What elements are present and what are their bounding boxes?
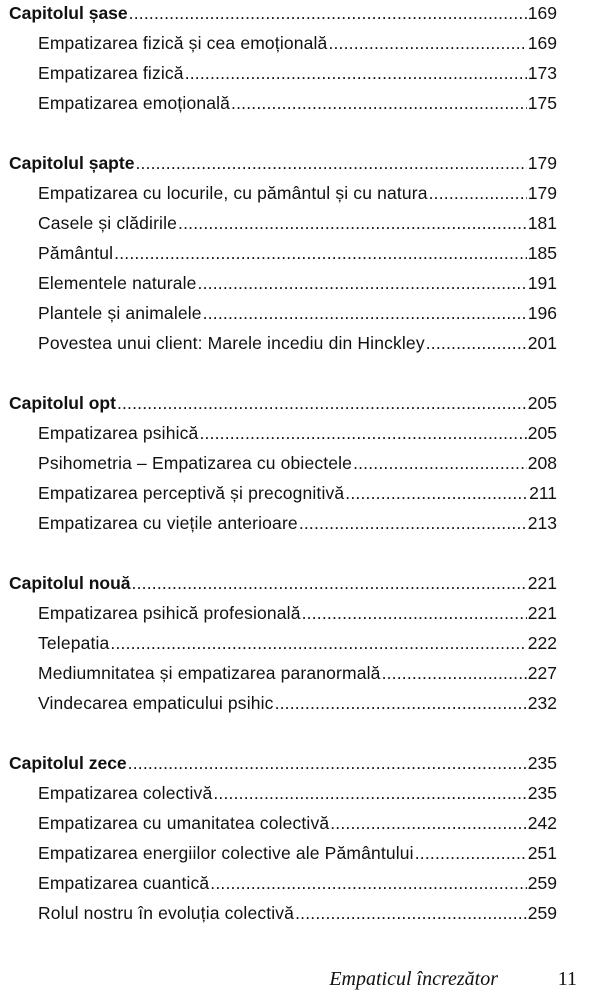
dot-leader bbox=[178, 213, 527, 234]
page-ref: 251 bbox=[527, 843, 557, 863]
toc-entry bbox=[9, 273, 557, 303]
toc-entry bbox=[9, 243, 557, 273]
toc-entry bbox=[9, 483, 557, 513]
page-ref: 201 bbox=[527, 333, 557, 353]
chapter-title: Capitolul șase bbox=[9, 3, 128, 23]
dot-leader bbox=[135, 153, 526, 174]
dot-leader bbox=[345, 483, 528, 504]
page-ref: 232 bbox=[527, 693, 557, 713]
toc-entry bbox=[9, 693, 557, 723]
toc-entry bbox=[9, 303, 557, 333]
page-ref: 259 bbox=[527, 873, 557, 893]
toc-chapter bbox=[9, 573, 557, 603]
dot-leader bbox=[199, 423, 526, 444]
page-ref: 181 bbox=[527, 213, 557, 233]
page-footer bbox=[0, 968, 600, 996]
toc-entry bbox=[9, 453, 557, 483]
page-ref: 173 bbox=[527, 63, 557, 83]
dot-leader bbox=[382, 663, 527, 684]
page-ref: 213 bbox=[527, 513, 557, 533]
page-ref: 196 bbox=[527, 303, 557, 323]
toc-entry bbox=[9, 63, 557, 93]
page-ref: 242 bbox=[527, 813, 557, 833]
chapter-title: Capitolul nouă bbox=[9, 573, 131, 593]
dot-leader bbox=[117, 393, 527, 414]
entry-title: Empatizarea fizică bbox=[38, 63, 184, 83]
dot-leader bbox=[213, 783, 526, 804]
dot-leader bbox=[295, 903, 527, 924]
dot-leader bbox=[132, 573, 527, 594]
section-gap bbox=[9, 723, 557, 753]
entry-title: Empatizarea cuantică bbox=[38, 873, 210, 893]
dot-leader bbox=[185, 63, 527, 84]
entry-title: Telepatia bbox=[38, 633, 110, 653]
page-ref: 235 bbox=[527, 753, 557, 773]
dot-leader bbox=[353, 453, 527, 474]
entry-title: Casele și clădirile bbox=[38, 213, 178, 233]
entry-title: Empatizarea perceptivă și precognitivă bbox=[38, 483, 345, 503]
dot-leader bbox=[275, 693, 527, 714]
toc-entry bbox=[9, 783, 557, 813]
toc-chapter bbox=[9, 753, 557, 783]
entry-title: Plantele și animalele bbox=[38, 303, 202, 323]
entry-title: Elementele naturale bbox=[38, 273, 197, 293]
chapter-title: Capitolul opt bbox=[9, 393, 116, 413]
dot-leader bbox=[231, 93, 527, 114]
entry-title: Empatizarea cu umanitatea colectivă bbox=[38, 813, 330, 833]
entry-title: Empatizarea energiilor colective ale Pământului bbox=[38, 843, 414, 863]
toc-entry bbox=[9, 633, 557, 663]
dot-leader bbox=[429, 183, 527, 204]
page-ref: 211 bbox=[529, 483, 557, 503]
toc-entry bbox=[9, 813, 557, 843]
dot-leader bbox=[203, 303, 527, 324]
dot-leader bbox=[114, 243, 527, 264]
toc-entry bbox=[9, 603, 557, 633]
page-ref: 208 bbox=[527, 453, 557, 473]
dot-leader bbox=[210, 873, 527, 894]
chapter-title: Capitolul zece bbox=[9, 753, 127, 773]
toc-entry bbox=[9, 183, 557, 213]
dot-leader bbox=[330, 813, 527, 834]
toc-chapter bbox=[9, 3, 557, 33]
page-ref: 185 bbox=[527, 243, 557, 263]
entry-title: Empatizarea emoțională bbox=[38, 93, 231, 113]
page-ref: 259 bbox=[527, 903, 557, 923]
entry-title: Empatizarea colectivă bbox=[38, 783, 213, 803]
dot-leader bbox=[110, 633, 526, 654]
entry-title: Empatizarea psihică bbox=[38, 423, 199, 443]
page-ref: 169 bbox=[527, 33, 557, 53]
entry-title: Psihometria – Empatizarea cu obiectele bbox=[38, 453, 353, 473]
chapter-title: Capitolul șapte bbox=[9, 153, 135, 173]
page-ref: 191 bbox=[527, 273, 557, 293]
toc-chapter bbox=[9, 393, 557, 423]
section-gap bbox=[9, 363, 557, 393]
dot-leader bbox=[426, 333, 527, 354]
page-ref: 221 bbox=[527, 573, 557, 593]
entry-title: Empatizarea cu viețile anterioare bbox=[38, 513, 298, 533]
section-gap bbox=[9, 123, 557, 153]
toc-entry bbox=[9, 843, 557, 873]
book-title: Empaticul încrezător bbox=[329, 968, 498, 990]
page-ref: 222 bbox=[527, 633, 557, 653]
toc-entry bbox=[9, 33, 557, 63]
entry-title: Empatizarea cu locurile, cu pământul și cu natura bbox=[38, 183, 428, 203]
toc-entry bbox=[9, 903, 557, 933]
page-ref: 179 bbox=[527, 183, 557, 203]
page-ref: 175 bbox=[527, 93, 557, 113]
toc-entry bbox=[9, 93, 557, 123]
section-gap bbox=[9, 543, 557, 573]
page-ref: 205 bbox=[527, 393, 557, 413]
entry-title: Pământul bbox=[38, 243, 114, 263]
toc-entry bbox=[9, 423, 557, 453]
dot-leader bbox=[328, 33, 526, 54]
entry-title: Empatizarea fizică și cea emoțională bbox=[38, 33, 328, 53]
dot-leader bbox=[129, 3, 527, 24]
page-ref: 205 bbox=[527, 423, 557, 443]
entry-title: Rolul nostru în evoluția colectivă bbox=[38, 903, 295, 923]
entry-title: Empatizarea psihică profesională bbox=[38, 603, 301, 623]
dot-leader bbox=[415, 843, 527, 864]
table-of-contents bbox=[9, 3, 557, 933]
toc-entry bbox=[9, 513, 557, 543]
toc-entry bbox=[9, 873, 557, 903]
toc-entry bbox=[9, 663, 557, 693]
page-ref: 221 bbox=[527, 603, 557, 623]
page-ref: 227 bbox=[527, 663, 557, 683]
entry-title: Mediumnitatea și empatizarea paranormală bbox=[38, 663, 381, 683]
entry-title: Vindecarea empaticului psihic bbox=[38, 693, 274, 713]
toc-chapter bbox=[9, 153, 557, 183]
dot-leader bbox=[198, 273, 527, 294]
entry-title: Povestea unui client: Marele incediu din Hinckley bbox=[38, 333, 425, 353]
page-ref: 179 bbox=[527, 153, 557, 173]
toc-entry bbox=[9, 213, 557, 243]
page-ref: 169 bbox=[527, 3, 557, 23]
dot-leader bbox=[128, 753, 527, 774]
page-number: 11 bbox=[557, 968, 577, 990]
dot-leader bbox=[302, 603, 527, 624]
dot-leader bbox=[299, 513, 527, 534]
toc-entry bbox=[9, 333, 557, 363]
page-ref: 235 bbox=[527, 783, 557, 803]
